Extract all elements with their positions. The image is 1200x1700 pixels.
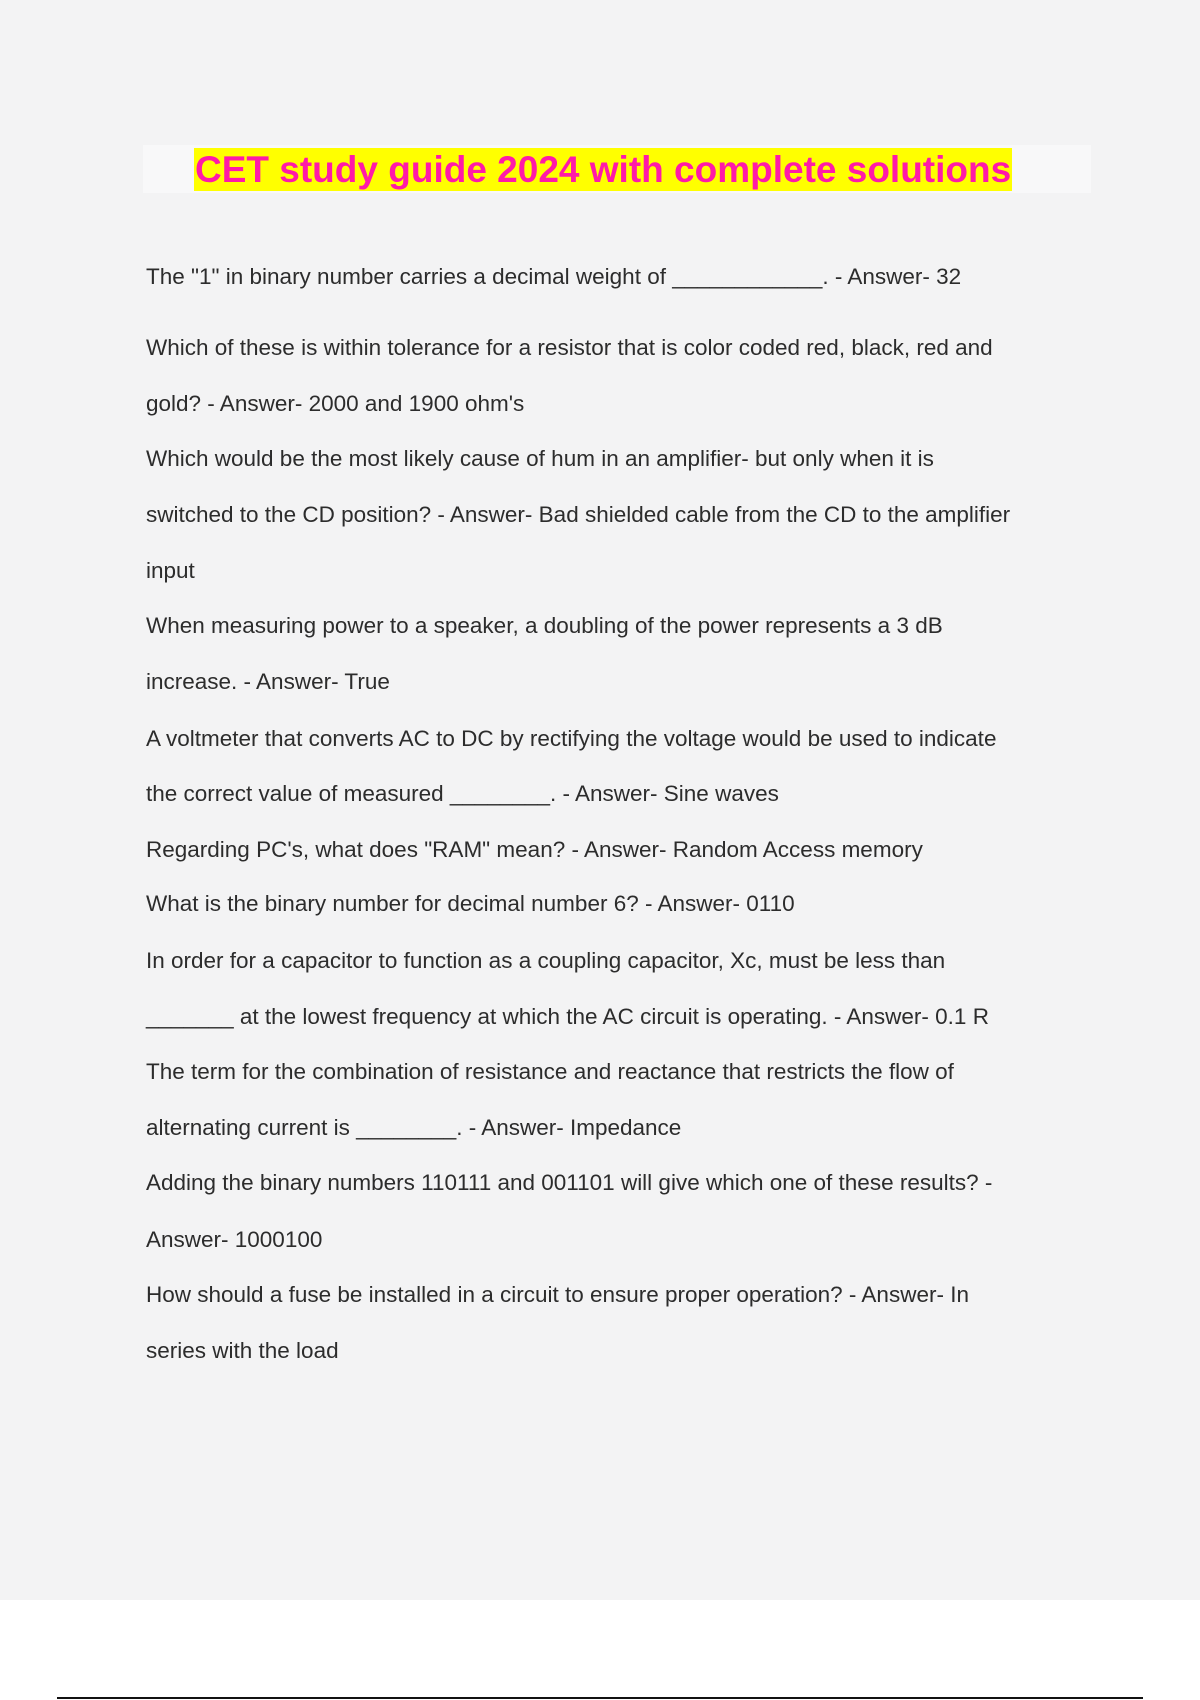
text-line: When measuring power to a speaker, a doubling of the power represents a 3 dB — [146, 613, 943, 638]
text-line: Which of these is within tolerance for a resistor that is color coded red, black, red and — [146, 335, 993, 360]
text-line: alternating current is ________. - Answer- Impedance — [146, 1115, 682, 1140]
text-line: Adding the binary numbers 110111 and 001101 will give which one of these results? - — [146, 1170, 993, 1195]
text-line: Answer- 1000100 — [146, 1227, 323, 1252]
text-line: How should a fuse be installed in a circuit to ensure proper operation? - Answer- In — [146, 1282, 969, 1307]
text-line: What is the binary number for decimal number 6? - Answer- 0110 — [146, 891, 795, 916]
text-line: series with the load — [146, 1338, 339, 1363]
text-line: _______ at the lowest frequency at which the AC circuit is operating. - Answer- 0.1 R — [146, 1004, 989, 1029]
text-line: the correct value of measured ________. - Answer- Sine waves — [146, 781, 779, 806]
text-line: switched to the CD position? - Answer- Bad shielded cable from the CD to the amplifier — [146, 502, 1011, 527]
page-bottom-rule — [57, 1697, 1143, 1699]
text-line: input — [146, 558, 195, 583]
document-title: CET study guide 2024 with complete solutions — [195, 149, 1012, 190]
text-line: gold? - Answer- 2000 and 1900 ohm's — [146, 391, 525, 416]
text-line: A voltmeter that converts AC to DC by rectifying the voltage would be used to indicate — [146, 726, 997, 751]
text-line: Regarding PC's, what does "RAM" mean? - Answer- Random Access memory — [146, 837, 923, 862]
text-line: The "1" in binary number carries a decimal weight of ____________. - Answer- 32 — [146, 264, 962, 289]
text-line: The term for the combination of resistance and reactance that restricts the flow of — [146, 1059, 954, 1084]
text-line: increase. - Answer- True — [146, 669, 390, 694]
text-line: In order for a capacitor to function as a coupling capacitor, Xc, must be less than — [146, 948, 946, 973]
text-line: Which would be the most likely cause of hum in an amplifier- but only when it is — [146, 446, 934, 471]
